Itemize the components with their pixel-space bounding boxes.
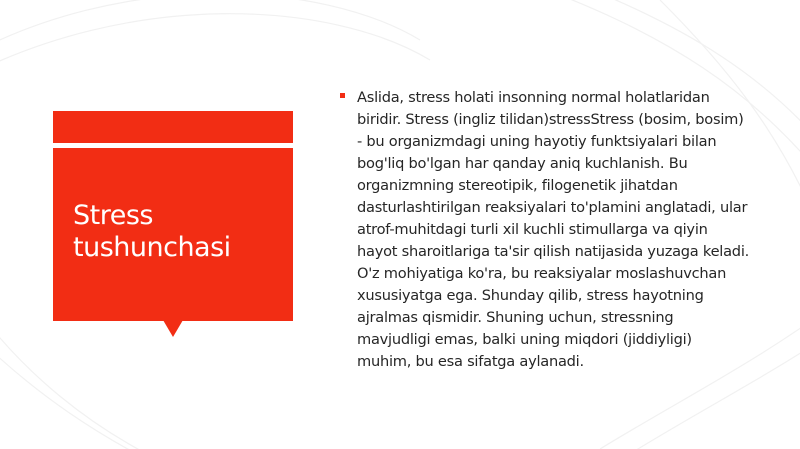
slide-title: Stress tushunchasi <box>73 200 231 263</box>
callout-pointer <box>163 320 183 337</box>
body-paragraph: Aslida, stress holati insonning normal holatlaridan biridir. Stress (ingliz tilidan)stressStress (bosim, bosim) - bu organizmdagi uning hayotiy funktsiyalari bilan bog'liq bo'lgan har qanday aniq kuchlanish. Bu organizmning stereotipik, filogenetik jihatdan dasturlashtirilgan reaksiyalari to'plamini anglatadi, ular atrof-muhitdagi turli xil kuchli stimullarga va qiyin hayot sharoitlariga ta'sir qilish natijasida yuzaga keladi. O'z mohiyatiga ko'ra, bu reaksiyalar moslashuvchan xususiyatga ega. Shunday qilib, stress hayotning ajralmas qismidir. Shuning uchun, stressning mavjudligi emas, balki uning miqdori (jiddiyligi) muhim, bu esa sifatga aylanadi. <box>357 89 750 370</box>
header-accent-strip <box>53 111 293 143</box>
bullet-square-icon <box>340 93 345 98</box>
